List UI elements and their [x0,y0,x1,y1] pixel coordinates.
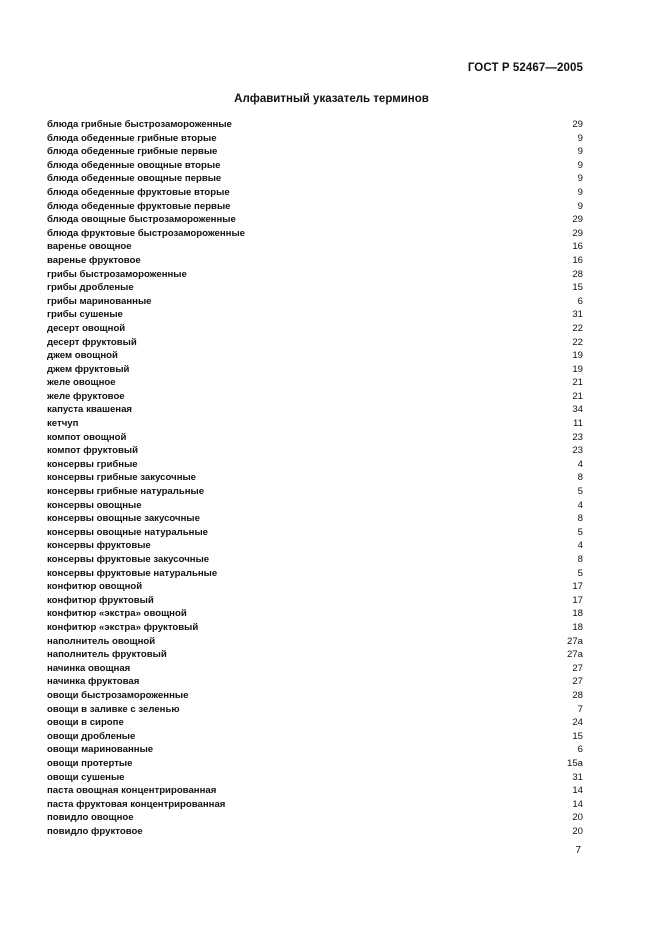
index-term: консервы фруктовые закусочные [47,554,210,565]
index-entry [47,607,583,621]
index-term: компот овощной [47,431,127,443]
index-term: блюда грибные быстрозамороженные [47,119,232,130]
index-entry [47,431,583,445]
index-page-ref: 21 [572,390,583,402]
index-term: консервы грибные натуральные [47,486,205,498]
index-entry [47,757,583,771]
index-page-ref: 20 [572,825,583,837]
index-page-ref: 27а [566,635,583,647]
index-term: конфитюр «экстра» фруктовый [47,621,199,633]
index-page-ref: 15 [572,730,583,742]
index-page-ref: 28 [572,689,583,701]
index-term: консервы грибные [47,458,138,470]
index-page-ref: 17 [572,581,583,593]
index-page-ref: 27 [572,662,583,674]
index-term: блюда обеденные грибные вторые [47,132,217,144]
index-entry [47,526,583,540]
index-page-ref: 15а [566,757,583,769]
index-entry [47,580,583,594]
index-term: консервы овощные [47,499,142,511]
index-page-ref: 8 [577,472,583,484]
index-term: варенье фруктовое [47,254,141,266]
index-page-ref: 27 [572,676,583,688]
index-page-ref: 6 [577,295,583,307]
index-page-ref: 11 [573,418,583,430]
index-page-ref: 18 [572,621,583,633]
index-title: Алфавитный указатель терминов [234,93,429,105]
index-page-ref: 27а [566,649,583,661]
index-page-ref: 21 [572,377,583,389]
index-term: повидло овощное [47,812,134,824]
index-entry [47,172,583,186]
index-entry [47,594,583,608]
index-page-ref: 15 [572,282,583,294]
index-term: начинка фруктовая [47,676,140,688]
index-term: консервы грибные закусочные [47,472,197,484]
index-entry [47,771,583,785]
index-term: повидло фруктовое [47,825,143,837]
index-entry [47,308,583,322]
index-page-ref: 7 [577,703,583,715]
index-term: блюда овощные быстрозамороженные [47,214,236,226]
index-term: джем фруктовый [47,363,130,375]
index-entry [47,254,583,268]
index-page-ref: 16 [572,241,583,253]
index-page-ref: 22 [572,322,583,334]
index-term: конфитюр «экстра» овощной [47,608,187,620]
index-entry [47,730,583,744]
index-term: консервы фруктовые натуральные [47,567,218,579]
index-entry [47,145,583,159]
index-page-ref: 29 [572,119,583,130]
index-entry [47,798,583,812]
index-page-ref: 4 [577,458,583,470]
index-term: овощи сушеные [47,771,125,783]
index-page-ref: 19 [572,350,583,362]
index-entry [47,648,583,662]
index-entry [47,621,583,635]
index-entry [47,512,583,526]
index-page-ref: 9 [577,132,583,144]
index-term: консервы овощные натуральные [47,526,208,538]
index-entry [47,458,583,472]
index-page-ref: 8 [577,554,583,565]
index-entry [47,159,583,173]
index-term: блюда фруктовые быстрозамороженные [47,227,246,239]
index-term: овощи протертые [47,757,133,769]
index-entry [47,336,583,350]
index-entry [47,281,583,295]
index-entry [47,662,583,676]
index-term: блюда обеденные фруктовые первые [47,200,231,212]
index-term: компот фруктовый [47,445,138,457]
index-page-ref: 16 [572,254,583,266]
index-term: блюда обеденные фруктовые вторые [47,186,230,198]
index-term: паста овощная концентрированная [47,785,217,797]
index-entry [47,186,583,200]
index-entry [47,675,583,689]
index-page-ref: 5 [577,526,583,538]
index-page-ref: 9 [577,186,583,198]
index-term: варенье овощное [47,241,132,253]
index-page-ref: 9 [577,173,583,185]
term-index-list [47,118,583,838]
index-entry [47,349,583,363]
index-term: блюда обеденные овощные вторые [47,159,221,171]
index-term: капуста квашеная [47,404,133,416]
index-term: десерт фруктовый [47,336,137,348]
index-page-ref: 8 [577,513,583,525]
index-term: овощи дробленые [47,730,136,742]
page-number: 7 [575,845,581,856]
index-entry [47,363,583,377]
index-term: овощи маринованные [47,744,154,756]
index-entry [47,743,583,757]
index-entry [47,240,583,254]
index-term: грибы сушеные [47,309,123,321]
index-page-ref: 31 [572,771,583,783]
index-page-ref: 23 [572,431,583,443]
index-entry [47,553,583,567]
index-term: овощи в заливке с зеленью [47,703,180,715]
index-page-ref: 17 [572,594,583,606]
index-entry [47,390,583,404]
index-term: джем овощной [47,350,118,362]
index-term: желе фруктовое [47,390,125,402]
index-page-ref: 29 [572,214,583,226]
index-page-ref: 31 [572,309,583,321]
index-entry [47,716,583,730]
index-entry [47,635,583,649]
index-entry [47,499,583,513]
index-term: овощи быстрозамороженные [47,689,189,701]
index-term: конфитюр овощной [47,581,143,593]
index-entry [47,132,583,146]
index-page-ref: 24 [572,717,583,729]
index-term: блюда обеденные овощные первые [47,173,222,185]
index-term: конфитюр фруктовый [47,594,154,606]
index-term: наполнитель овощной [47,635,156,647]
index-entry [47,567,583,581]
index-page-ref: 5 [577,567,583,579]
index-term: грибы дробленые [47,282,134,294]
index-page-ref: 28 [572,268,583,280]
index-entry [47,825,583,839]
index-page-ref: 9 [577,159,583,171]
index-page-ref: 4 [577,499,583,511]
index-entry [47,784,583,798]
index-page-ref: 22 [572,336,583,348]
index-term: грибы маринованные [47,295,152,307]
index-entry [47,376,583,390]
index-page-ref: 5 [577,486,583,498]
index-entry [47,689,583,703]
index-entry [47,213,583,227]
index-term: желе овощное [47,377,116,389]
index-page-ref: 19 [572,363,583,375]
index-term: овощи в сиропе [47,717,124,729]
index-page-ref: 34 [572,404,583,416]
index-term: десерт овощной [47,322,126,334]
index-page-ref: 14 [572,798,583,810]
index-term: наполнитель фруктовый [47,649,167,661]
document-code: ГОСТ Р 52467—2005 [467,62,583,74]
index-entry [47,200,583,214]
index-entry [47,471,583,485]
index-page-ref: 9 [577,146,583,158]
index-page-ref: 4 [577,540,583,552]
index-page-ref: 20 [572,812,583,824]
index-term: паста фруктовая концентрированная [47,798,226,810]
index-term: кетчуп [47,418,79,430]
index-entry [47,118,583,132]
index-entry [47,268,583,282]
index-term: грибы быстрозамороженные [47,268,187,280]
index-page-ref: 14 [572,785,583,797]
index-page-ref: 29 [572,227,583,239]
index-entry [47,811,583,825]
index-entry [47,485,583,499]
index-term: консервы фруктовые [47,540,151,552]
index-entry [47,322,583,336]
index-entry [47,227,583,241]
index-entry [47,403,583,417]
index-page-ref: 23 [572,445,583,457]
index-entry [47,444,583,458]
index-page-ref: 6 [577,744,583,756]
index-entry [47,703,583,717]
index-entry [47,417,583,431]
index-term: консервы овощные закусочные [47,513,200,525]
index-term: блюда обеденные грибные первые [47,146,218,158]
index-page-ref: 18 [572,608,583,620]
index-term: начинка овощная [47,662,131,674]
index-entry [47,539,583,553]
index-entry [47,295,583,309]
index-page-ref: 9 [577,200,583,212]
